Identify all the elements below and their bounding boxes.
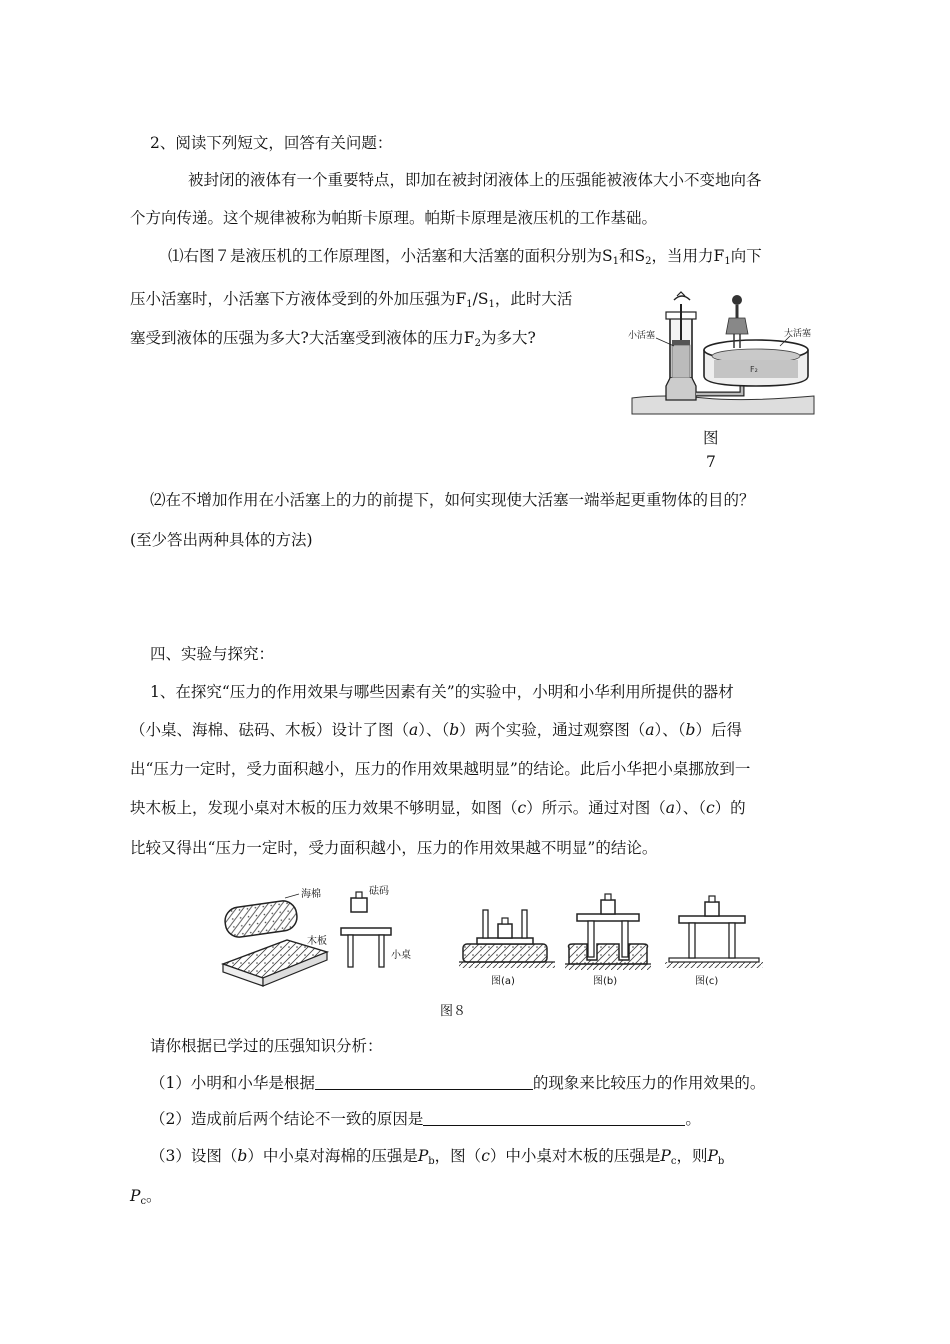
hydraulic-press-figure: [624, 290, 820, 420]
q2-part1-line1: ⑴右图７是液压机的工作原理图，小活塞和大活塞的面积分别为$S_1$和$S_2$，当用力$F_1$向下: [168, 247, 762, 267]
fig8-label-weight: 砝码: [369, 886, 389, 897]
answer-blank-1[interactable]: [315, 1073, 533, 1090]
fig8-label-sponge: 海棉: [301, 889, 321, 900]
fig7-label-small-piston: 小活塞: [628, 331, 656, 341]
fig7-caption-b: 7: [706, 453, 716, 471]
sec4-q1-line1: 1、在探究“压力的作用效果与哪些因素有关”的实验中，小明和小华利用所提供的器材: [150, 683, 734, 701]
sec4-q1-line3: 出“压力一定时，受力面积越小，压力的作用效果越明显”的结论。此后小华把小桌挪放到一: [130, 760, 751, 778]
fig7-caption-a: 图: [703, 429, 719, 447]
pressure-experiment-figure: [215, 880, 775, 990]
svg-text:F₂: F₂: [750, 365, 758, 374]
q2-intro-line1: 被封闭的液体有一个重要特点，即加在被封闭液体上的压强能被液体大小不变地向各: [188, 171, 762, 189]
sec4-q1-line2: （小桌、海棉、砝码、木板）设计了图（a）、（b）两个实验，通过观察图（a）、（b）后得: [130, 721, 742, 739]
q2-part2-line2: (至少答出两种具体的方法): [130, 531, 313, 549]
analysis-q2: （2）造成前后两个结论不一致的原因是 。: [150, 1110, 701, 1128]
analysis-q3: （3）设图（b）中小桌对海棉的压强是$P_b$，图（c）中小桌对木板的压强是$P_c$，则$P_b$: [150, 1147, 725, 1167]
analysis-q3-end: $P_c$。: [130, 1187, 162, 1207]
fig7-label-large-piston: 大活塞: [784, 329, 812, 339]
q2-heading: 2、阅读下列短文，回答有关问题：: [150, 134, 393, 152]
fig8-label-board: 木板: [307, 936, 327, 947]
answer-blank-2[interactable]: [423, 1109, 685, 1126]
fig8-caption-c: 图(c): [695, 976, 719, 987]
sec4-q1-line5: 比较又得出“压力一定时，受力面积越小，压力的作用效果越不明显”的结论。: [130, 839, 658, 857]
q2-part1-line2: 压小活塞时，小活塞下方液体受到的外加压强为$F_1/S_1$，此时大活: [130, 290, 573, 310]
sec4-q1-line4: 块木板上，发现小桌对木板的压力效果不够明显，如图（c）所示。通过对图（a）、（c）的: [130, 799, 746, 817]
q2-part1-line3: 塞受到液体的压强为多大?大活塞受到液体的压力$F_2$为多大?: [130, 329, 536, 349]
fig8-caption-b: 图(b): [593, 976, 618, 987]
q2-part2-line1: ⑵在不增加作用在小活塞上的力的前提下，如何实现使大活塞一端举起更重物体的目的？: [150, 491, 755, 509]
fig8-caption-a: 图(a): [491, 976, 515, 987]
q2-intro-line2: 个方向传递。这个规律被称为帕斯卡原理。帕斯卡原理是液压机的工作基础。: [130, 209, 658, 227]
analysis-intro: 请你根据已学过的压强知识分析：: [150, 1037, 383, 1055]
fig8-caption: 图８: [439, 1004, 466, 1019]
analysis-q1: （1）小明和小华是根据 的现象来比较压力的作用效果的。: [150, 1074, 766, 1092]
fig8-label-table: 小桌: [391, 950, 411, 961]
sec4-heading: 四、实验与探究：: [150, 645, 275, 663]
